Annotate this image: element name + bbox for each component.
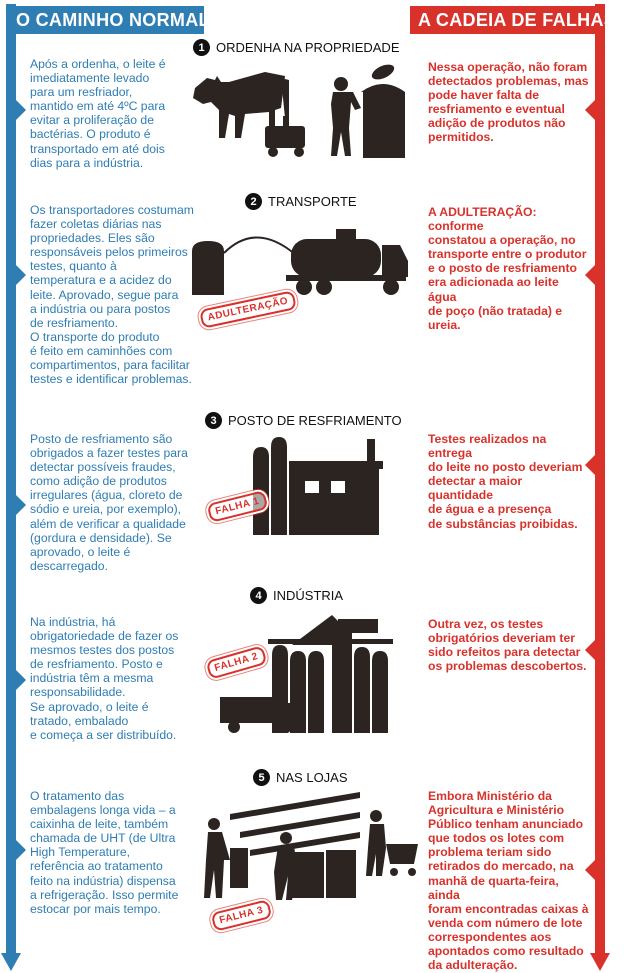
failure-chain-bar [595,4,605,957]
step-title: 5 NAS LOJAS [253,769,348,786]
stamp-adulteracao: ADULTERAÇÃO [199,290,297,329]
normal-step-text: Na indústria, há obrigatoriedade de fazer os mesmos testes dos postos de resfriamento. Posto e indústria têm a mesma responsabilidade. Se aprovado, o leite é tratado, embalado e começa a ser distribuído. [30,615,179,742]
factory-icon [220,615,393,733]
stamp-falha-3: FALHA 3 [211,899,273,932]
normal-path-arrow [1,953,21,971]
worker-icon [204,818,248,898]
normal-step-text: Posto de resfriamento são obrigados a fazer testes para detectar possíveis fraudes, como adição de produtos irregulares (água, cloreto de sódio e ureia, por exemplo), além de verificar a qualidade (gordura e densidade). Se aprovado, o leite é descarregado. [30,432,188,573]
failure-step-text: Embora Ministério da Agricultura e Ministério Público tenham anunciado que todos os lotes com problema teriam sido retirados do mercado, na manhã de quarta-feira, ainda foram encontradas caixas à venda com número de lote correspondentes aos apontados como resultado da adulteração. [428,789,589,973]
cooling-station-illustration [245,437,385,537]
normal-chevron [16,840,26,860]
step-title: 4 INDÚSTRIA [250,587,343,604]
tanker-truck-icon [286,229,408,295]
failure-chain-header: A CADEIA DE FALHAS [410,6,605,34]
normal-chevron [16,265,26,285]
normal-path-header: O CAMINHO NORMAL [6,6,204,34]
failure-step-text: Testes realizados na entrega do leite no posto deveriam detectar a maior quantidade de água e a presença de substâncias proibidas. [428,432,583,531]
failure-step-text: A ADULTERAÇÃO: conforme constatou a operação, no transporte entre o produtor e o posto de resfriamento era adicionada ao leite água de poço (não tratada) e ureia. [428,205,587,332]
normal-chevron [16,100,26,120]
shopper-with-cart-icon [366,810,418,876]
farmer-milking-tank-icon [331,61,405,158]
stamp-falha-1: FALHA 1 [207,490,269,523]
failure-step-text: Nessa operação, não foram detectados problemas, mas pode haver falta de resfriamento e eventual adição de produtos não permitidos. [428,60,589,145]
farm-tank-icon [192,241,224,295]
milking-illustration [185,58,410,163]
stamp-falha-2: FALHA 2 [206,645,268,679]
normal-step-text: Os transportadores costumam fazer coletas diárias nas propriedades. Eles são responsáveis pelos primeiros testes, quanto à temperatura e a acidez do leite. Aprovado, segue para a indústria ou para postos de resfriamento. O transporte do produto é feito em caminhões com compartimentos, para facilitar testes e identificar problemas. [30,203,194,387]
failure-step-text: Outra vez, os testes obrigatórios deveriam ter sido refeitos para detectar os problemas descobertos. [428,617,587,674]
transport-illustration [186,225,414,305]
step-title: 3 POSTO DE RESFRIAMENTO [205,412,402,429]
step-title: 2 TRANSPORTE [245,193,357,210]
step-title: 1 ORDENHA NA PROPRIEDADE [193,39,400,56]
shopping-cart-icon [386,844,418,864]
normal-chevron [16,670,26,690]
stores-illustration [200,790,425,920]
failure-chain-arrow [590,953,610,971]
normal-path-bar [6,4,16,957]
normal-chevron [16,495,26,515]
normal-step-text: O tratamento das embalagens longa vida – a caixinha de leite, também chamada de UHT (de Ultra High Temperature, referência ao tratamento feito na indústria) dispensa a refrigeração. Isso permite estocar por mais tempo. [30,789,179,916]
cooling-station-icon [253,437,383,535]
normal-step-text: Após a ordenha, o leite é imediatamente levado para um resfriador, mantido em até 4ºC para evitar a proliferação de bactérias. O produto é transportado em até dois dias para a indústria. [30,57,166,170]
